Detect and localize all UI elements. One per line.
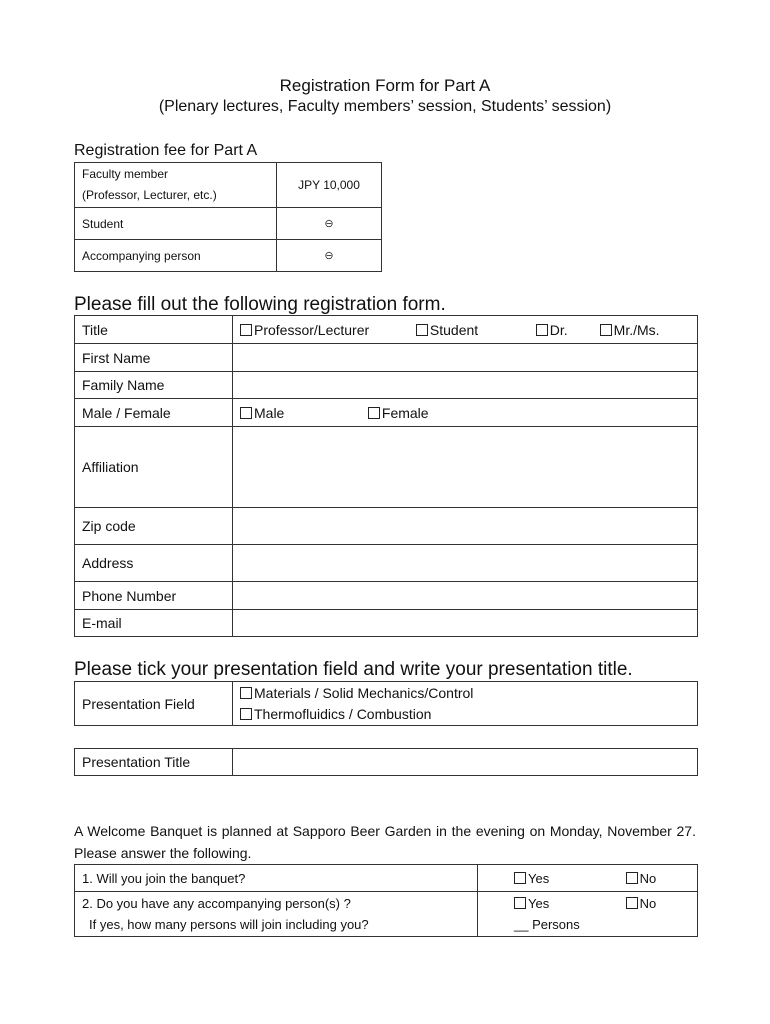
option-dr[interactable]: [536, 322, 596, 338]
option-male[interactable]: [240, 405, 364, 421]
checkbox-icon[interactable]: [240, 687, 252, 699]
affiliation-field[interactable]: [233, 427, 698, 508]
option-thermofluidics[interactable]: [240, 704, 690, 725]
option-label: Female: [381, 404, 429, 421]
row-address: [75, 545, 698, 582]
option-yes[interactable]: [514, 893, 622, 914]
fee-row-accompanying: [75, 240, 382, 272]
presentation-field-label: Presentation Field: [75, 682, 233, 726]
presentation-title-label: Presentation Title: [75, 749, 233, 776]
row-first-name: [75, 344, 698, 372]
fee-label: Student: [75, 208, 277, 240]
checkbox-icon[interactable]: [240, 324, 252, 336]
gender-label: Male / Female: [75, 399, 233, 427]
banquet-q2-label: [75, 892, 478, 937]
email-label: E-mail: [75, 610, 233, 637]
fee-label-line2: (Professor, Lecturer, etc.): [82, 188, 217, 202]
option-no[interactable]: [626, 871, 657, 886]
persons-field[interactable]: __ Persons: [514, 917, 580, 932]
row-phone: [75, 582, 698, 610]
presentation-field-table: [74, 681, 698, 726]
gender-options: [233, 399, 698, 427]
fee-label-line1: Faculty member: [82, 167, 169, 181]
fee-label: [75, 163, 277, 208]
banquet-q2-line1: 2. Do you have any accompanying person(s) ?: [82, 896, 351, 911]
fee-value: JPY 10,000: [277, 163, 382, 208]
row-family-name: [75, 372, 698, 399]
first-name-label: First Name: [75, 344, 233, 372]
checkbox-icon[interactable]: [240, 407, 252, 419]
fee-table: [74, 162, 382, 272]
page-subtitle: (Plenary lectures, Faculty members’ session, Students’ session): [158, 98, 612, 115]
banquet-q2-line2: If yes, how many persons will join including you?: [89, 917, 369, 932]
banquet-q1-label: 1. Will you join the banquet?: [75, 865, 478, 892]
registration-table: [74, 315, 698, 637]
fee-row-faculty: [75, 163, 382, 208]
fee-value: ⊖: [277, 240, 382, 272]
fee-row-student: [75, 208, 382, 240]
presentation-heading: Please tick your presentation field and write your presentation title.: [74, 659, 633, 680]
fee-label: Accompanying person: [75, 240, 277, 272]
option-no[interactable]: [626, 893, 657, 914]
checkbox-icon[interactable]: [536, 324, 548, 336]
checkbox-icon[interactable]: [626, 872, 638, 884]
title-label: Title: [75, 316, 233, 344]
address-label: Address: [75, 545, 233, 582]
option-label: Yes: [528, 870, 550, 886]
phone-label: Phone Number: [75, 582, 233, 610]
checkbox-icon[interactable]: [514, 872, 526, 884]
row-gender: [75, 399, 698, 427]
row-presentation-field: [75, 682, 698, 726]
fee-value: ⊖: [277, 208, 382, 240]
family-name-label: Family Name: [75, 372, 233, 399]
zip-field[interactable]: [233, 508, 698, 545]
family-name-field[interactable]: [233, 372, 698, 399]
option-label: Student: [429, 321, 479, 338]
banquet-q2-answers: [478, 892, 698, 937]
option-label: Yes: [528, 896, 550, 911]
banquet-paragraph: A Welcome Banquet is planned at Sapporo Beer Garden in the evening on Monday, November 27. Please answer the following.: [74, 823, 696, 861]
option-label: No: [639, 896, 657, 911]
row-email: [75, 610, 698, 637]
option-materials[interactable]: [240, 683, 690, 704]
option-female[interactable]: [368, 405, 429, 421]
email-field[interactable]: [233, 610, 698, 637]
presentation-field-options: [233, 682, 698, 726]
option-label: No: [639, 870, 657, 886]
title-options: [233, 316, 698, 344]
checkbox-icon[interactable]: [600, 324, 612, 336]
row-banquet-q1: [75, 865, 698, 892]
option-mr-ms[interactable]: [600, 322, 660, 338]
presentation-title-table: [74, 748, 698, 776]
zip-label: Zip code: [75, 508, 233, 545]
option-professor[interactable]: [240, 322, 412, 338]
phone-field[interactable]: [233, 582, 698, 610]
option-label: Dr.: [549, 321, 568, 338]
checkbox-icon[interactable]: [514, 897, 526, 909]
checkbox-icon[interactable]: [368, 407, 380, 419]
option-label: Materials / Solid Mechanics/Control: [254, 684, 474, 701]
first-name-field[interactable]: [233, 344, 698, 372]
row-zip: [75, 508, 698, 545]
presentation-title-field[interactable]: [233, 749, 698, 776]
option-label: Professor/Lecturer: [254, 321, 370, 338]
banquet-table: [74, 864, 698, 937]
option-student[interactable]: [416, 322, 532, 338]
checkbox-icon[interactable]: [240, 708, 252, 720]
row-title: [75, 316, 698, 344]
fee-heading: Registration fee for Part A: [74, 142, 258, 159]
banquet-q1-answers: [478, 865, 698, 892]
row-banquet-q2: [75, 892, 698, 937]
checkbox-icon[interactable]: [626, 897, 638, 909]
option-label: Thermofluidics / Combustion: [254, 705, 432, 722]
option-label: Mr./Ms.: [613, 321, 660, 338]
option-yes[interactable]: [514, 871, 622, 886]
option-label: Male: [254, 404, 285, 421]
checkbox-icon[interactable]: [416, 324, 428, 336]
address-field[interactable]: [233, 545, 698, 582]
row-affiliation: [75, 427, 698, 508]
registration-heading: Please fill out the following registration form.: [74, 294, 446, 315]
page-title: Registration Form for Part A: [279, 76, 491, 95]
affiliation-label: Affiliation: [75, 427, 233, 508]
row-presentation-title: [75, 749, 698, 776]
